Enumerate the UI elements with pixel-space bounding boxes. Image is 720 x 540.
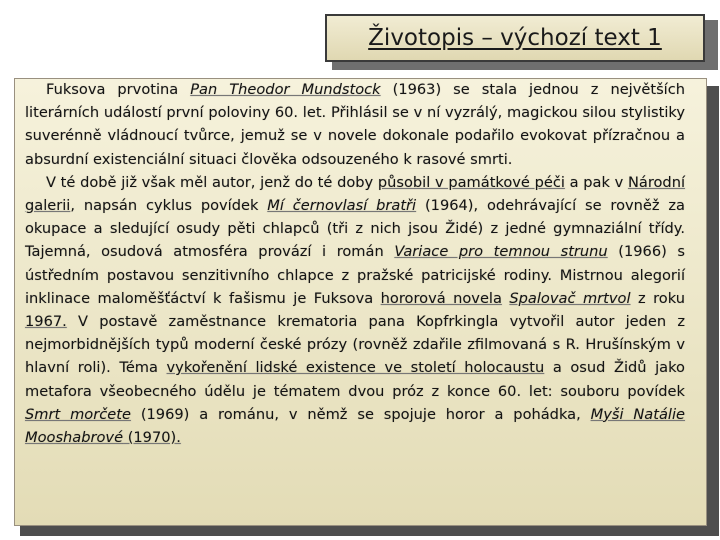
italic-title-run: Variace pro temnou strunu [394,243,608,261]
text-run: (1966) s ústředním postavou senzitivního chlapce z pražské patricijské rodiny. Mistrnou alegorií inklinace maloměšťáctví k fašismu je Fuksova [25,243,685,307]
body-text [25,78,685,449]
italic-title-run: Mí černovlasí bratři [267,197,417,215]
text-run: (1964), odehrávající se rovněž za okupace a sledující osudy pěti chlapců (tři z nich jsou Židé) z jedné gymnaziální třídy. Tajemná, osudová atmosféra provází i román [25,197,686,261]
text-run: Fuksova prvotina [46,81,191,98]
underlined-run: (1970). [123,429,181,447]
text-run: a pak v [564,173,628,191]
text-run: V té době již však měl autor, jenž do té doby [46,173,378,191]
text-run: , napsán cyklus povídek [70,197,268,215]
italic-title-run: Pan Theodor Mundstock [190,81,381,98]
italic-title-run: Spalovač mrtvol [509,289,631,307]
italic-title-run: Myši Natálie Mooshabrové [25,405,685,447]
text-run: a osud Židů jako metafora všeobecného údělu je tématem dvou próz z konce 60. let: souboru povídek [25,359,685,400]
text-run: V postavě zaměstnance krematoria pana Kopfrkingla vytvořil autor jeden z nejmorbidnějších typů moderní české prózy (rovněž zdařile zfilmovaná s R. Hrušínským v hlavní roli). Téma [25,313,685,377]
text-run: (1969) a románu, v němž se spojuje horor a pohádka, [130,405,591,423]
paragraph [25,171,685,449]
text-run: z roku [630,289,685,307]
underlined-run: Národní galerii [25,173,686,215]
text-run: (1963) se stala jednou z největších literárních událostí první poloviny 60. let. Přihlásil se v ní vyzrálý, magickou silou stylistiky suverénně vládnoucí tvůrce, jemuž se v novele dokonale podařilo evokovat přízračnou a absurdní existenciální situaci člověka odsouzeného k rasové smrti. [25,81,685,168]
italic-title-run: Smrt morčete [25,405,131,423]
paragraph [25,78,685,171]
underlined-run: působil v památkové péči [377,173,565,191]
underlined-run: 1967. [25,313,67,331]
underlined-run: hororová novela [380,289,502,307]
underlined-run: vykořenění lidské existence ve století holocaustu [166,359,545,377]
slide-title: Životopis – výchozí text 1 [368,25,662,51]
title-box [325,14,705,62]
